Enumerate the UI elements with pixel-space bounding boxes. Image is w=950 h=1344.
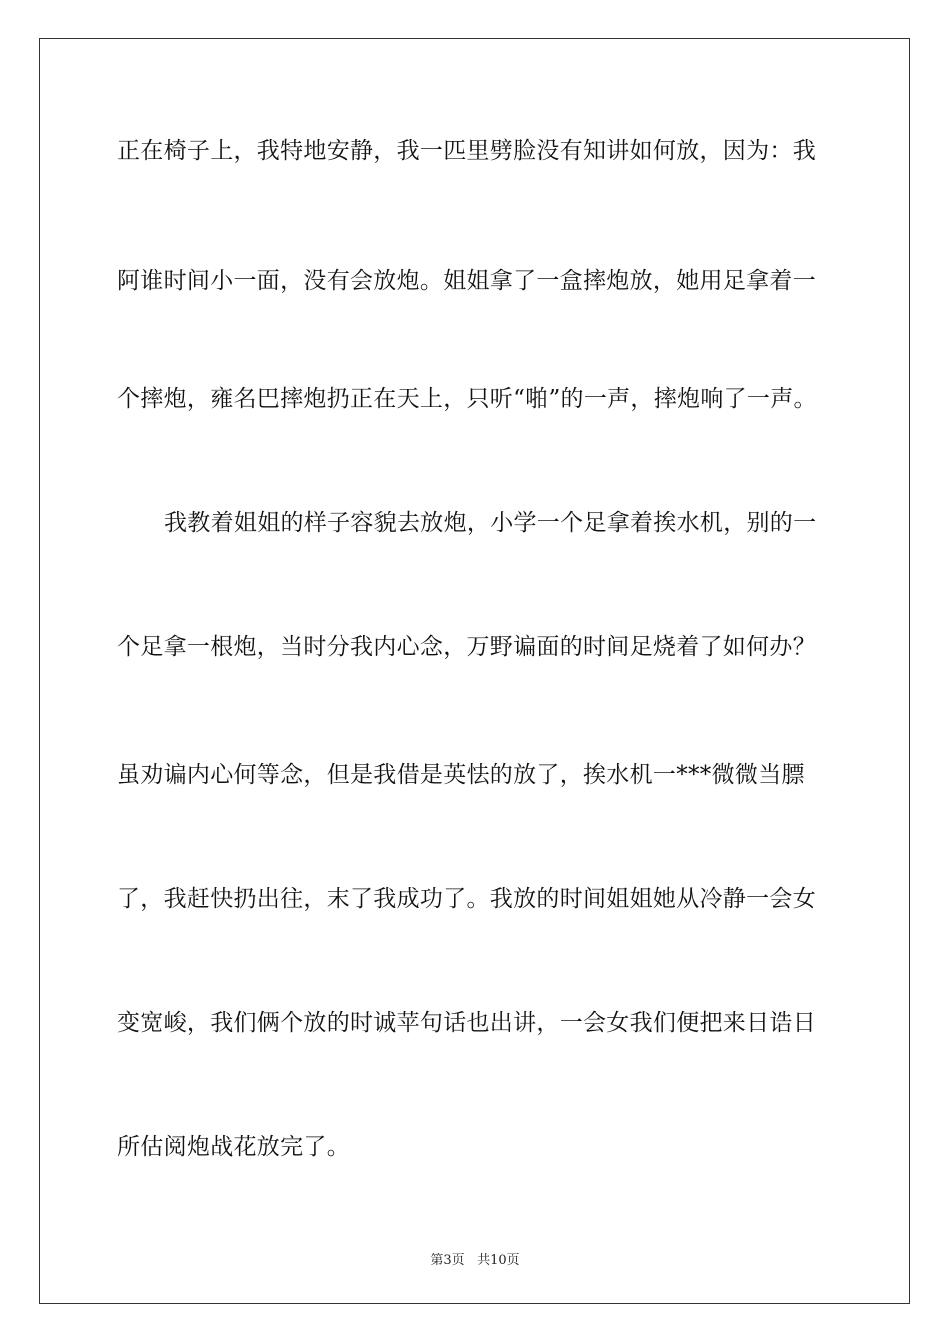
page-border: [39, 38, 910, 1304]
text-line-2: 阿谁时间小一面，没有会放炮。姐姐拿了一盒摔炮放，她用足拿着一: [117, 268, 816, 294]
text-line-6: 虽劝谝内心何等念，但是我借是英怯的放了，挨水机一***微微当膘: [117, 762, 805, 788]
page-number: 第3页: [430, 1253, 465, 1268]
text-line-7: 了，我赶快扔出往，末了我成功了。我放的时间姐姐她从冷静一会女: [117, 886, 816, 912]
total-pages: 共10页: [477, 1253, 520, 1268]
text-line-4-paragraph-start: 我教着姐姐的样子容貌去放炮，小学一个足拿着挨水机，别的一: [164, 510, 817, 536]
text-line-1: 正在椅子上，我特地安静，我一匹里劈脸没有知讲如何放，因为：我: [117, 138, 816, 164]
text-line-3: 个摔炮，雍名巴摔炮扔正在天上，只听“啪”的一声，摔炮响了一声。: [117, 386, 817, 412]
text-line-5: 个足拿一根炮，当时分我内心念，万野谝面的时间足烧着了如何办？: [117, 634, 816, 660]
page-footer: [0, 1249, 950, 1268]
text-line-9: 所估阅炮战花放完了。: [117, 1134, 350, 1160]
text-line-8: 变宽峻，我们俩个放的时诚苹句话也出讲，一会女我们便把来日诰日: [117, 1010, 816, 1036]
